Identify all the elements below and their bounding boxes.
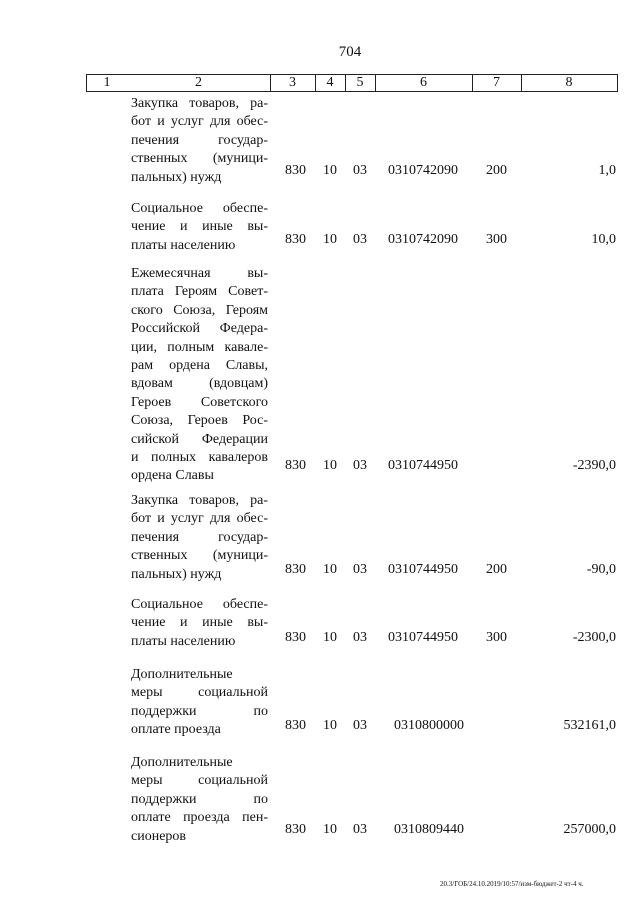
column-header-4: 4: [326, 75, 334, 90]
row-description: [131, 265, 268, 486]
column-header-7: 7: [493, 75, 500, 90]
cell-section: 10: [323, 562, 337, 577]
description-line: Социальное обеспе-: [131, 597, 268, 612]
cell-subsection: 03: [353, 232, 367, 247]
column-header-row: [86, 74, 618, 92]
cell-target-article: 0310809440: [394, 822, 464, 837]
description-line: рам ордена Славы,: [131, 358, 268, 374]
cell-amount: 10,0: [591, 232, 616, 247]
cell-expense-type: 200: [486, 163, 507, 178]
description-line: платы населению: [131, 633, 236, 649]
row-description: [131, 596, 268, 651]
page-number: 704: [338, 44, 362, 60]
description-line: вдовам (вдовцам): [131, 376, 268, 392]
cell-section: 10: [323, 232, 337, 247]
cell-subsection: 03: [353, 163, 367, 178]
cell-section: 10: [323, 630, 337, 645]
cell-amount: -2390,0: [572, 458, 616, 473]
cell-code: 830: [285, 630, 306, 645]
cell-target-article: 0310744950: [388, 562, 458, 577]
cell-expense-type: 300: [486, 232, 507, 247]
description-line: пальных) нужд: [131, 169, 222, 185]
description-line: сионеров: [131, 828, 187, 844]
cell-section: 10: [323, 458, 337, 473]
description-line: ордена Славы: [131, 468, 214, 484]
description-line: ского Союза, Героям: [131, 302, 268, 318]
cell-amount: -2300,0: [572, 630, 616, 645]
row-description: [131, 95, 268, 187]
cell-amount: 1,0: [598, 163, 616, 178]
column-header-2: 2: [195, 75, 202, 90]
column-header-6: 6: [420, 75, 427, 90]
description-line: чение и иные вы-: [131, 615, 268, 631]
description-line: Закупка товаров, ра-: [131, 96, 268, 111]
row-description: [131, 754, 268, 846]
cell-code: 830: [285, 163, 306, 178]
column-header-3: 3: [289, 75, 296, 90]
column-header-8: 8: [565, 75, 573, 90]
cell-section: 10: [323, 822, 337, 837]
cell-code: 830: [285, 458, 306, 473]
description-line: сийской Федерации: [131, 431, 268, 447]
cell-subsection: 03: [353, 718, 367, 733]
cell-amount: 532161,0: [563, 718, 616, 733]
description-line: бот и услуг для обес-: [131, 511, 268, 527]
description-line: печения государ-: [131, 529, 268, 545]
row-description: [131, 200, 268, 255]
cell-section: 10: [323, 718, 337, 733]
description-line: Героев Советского: [131, 394, 268, 410]
description-line: пальных) нужд: [131, 566, 222, 582]
cell-section: 10: [323, 163, 337, 178]
cell-target-article: 0310800000: [394, 718, 464, 733]
cell-subsection: 03: [353, 822, 367, 837]
cell-code: 830: [285, 232, 306, 247]
row-description: [131, 492, 268, 584]
description-line: печения государ-: [131, 132, 268, 148]
cell-target-article: 0310742090: [388, 232, 458, 247]
description-line: меры социальной: [131, 685, 268, 701]
description-line: меры социальной: [131, 773, 268, 789]
description-line: Закупка товаров, ра-: [131, 493, 268, 508]
description-line: поддержки по: [131, 791, 268, 807]
cell-code: 830: [285, 562, 306, 577]
description-line: ственных (муници-: [131, 151, 268, 167]
cell-code: 830: [285, 822, 306, 837]
cell-subsection: 03: [353, 562, 367, 577]
cell-target-article: 0310744950: [388, 458, 458, 473]
description-line: плата Героям Совет-: [131, 284, 268, 300]
description-line: Дополнительные: [131, 667, 233, 682]
description-line: оплате проезда пен-: [131, 810, 268, 826]
description-line: платы населению: [131, 237, 236, 253]
cell-target-article: 0310744950: [388, 630, 458, 645]
description-line: Социальное обеспе-: [131, 201, 268, 216]
column-header-5: 5: [356, 75, 364, 90]
cell-target-article: 0310742090: [388, 163, 458, 178]
cell-expense-type: 300: [486, 630, 507, 645]
document-footer: 20.3/ГОБ/24.10.2019/10:57/изм-бюджет-2 чт-4 ч.: [440, 880, 584, 888]
description-line: ственных (муници-: [131, 548, 268, 564]
description-line: Российской Федера-: [131, 321, 268, 337]
row-description: [131, 666, 268, 740]
description-line: Дополнительные: [131, 755, 233, 770]
cell-subsection: 03: [353, 630, 367, 645]
description-line: и полных кавалеров: [131, 450, 268, 466]
description-line: Ежемесячная вы-: [131, 266, 268, 281]
description-line: Союза, Героев Рос-: [131, 413, 268, 429]
cell-amount: -90,0: [586, 562, 616, 577]
description-line: бот и услуг для обес-: [131, 114, 268, 130]
cell-code: 830: [285, 718, 306, 733]
description-line: чение и иные вы-: [131, 219, 268, 235]
cell-subsection: 03: [353, 458, 367, 473]
description-line: ции, полным кавале-: [131, 339, 268, 355]
description-line: оплате проезда: [131, 722, 221, 738]
cell-amount: 257000,0: [563, 822, 616, 837]
description-line: поддержки по: [131, 703, 268, 719]
cell-expense-type: 200: [486, 562, 507, 577]
column-header-1: 1: [103, 75, 111, 90]
